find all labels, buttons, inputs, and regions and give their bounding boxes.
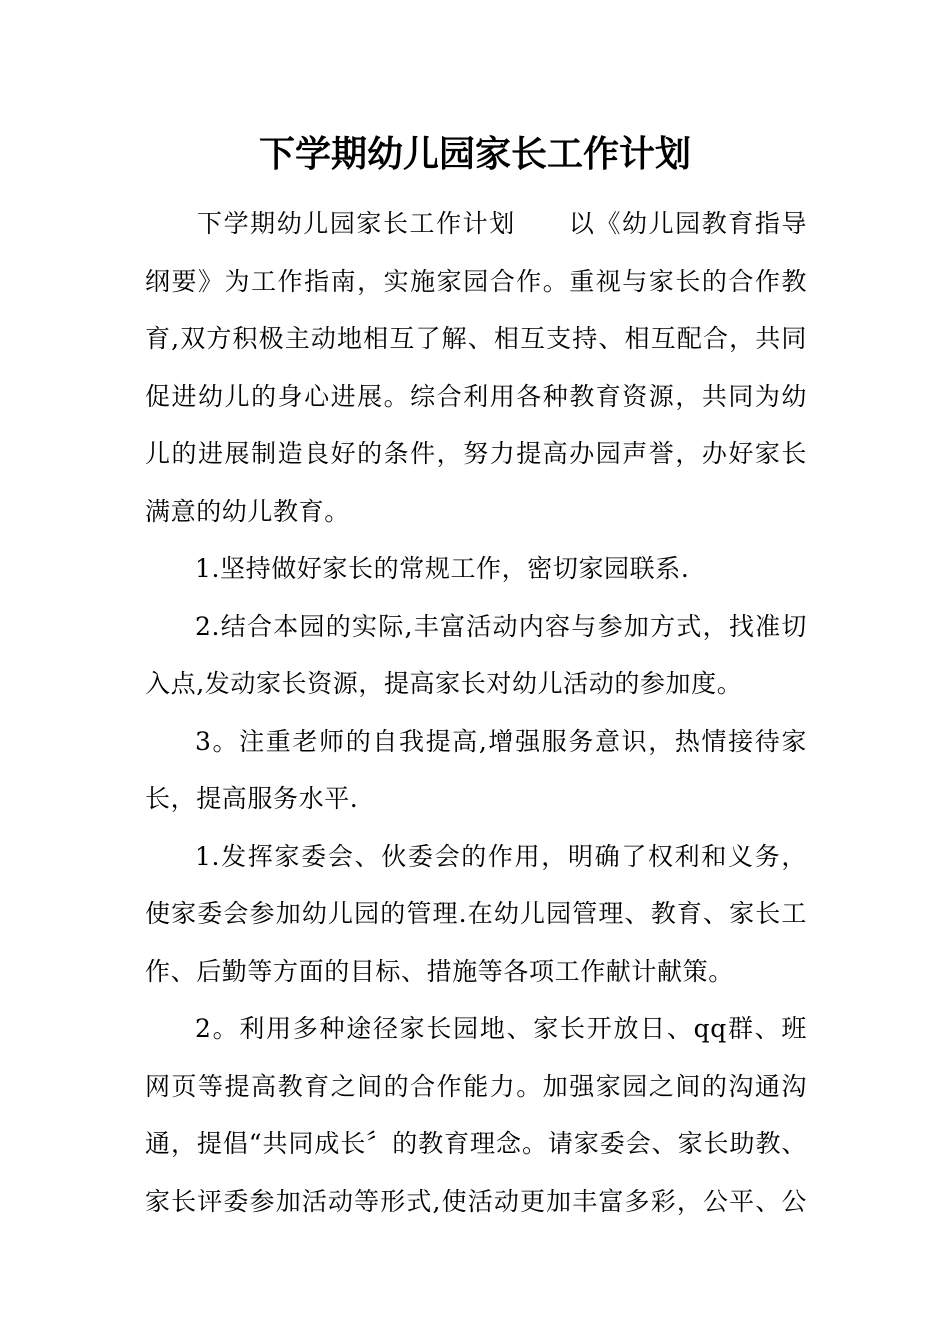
paragraph-line: 满意的幼儿教育。 [145,496,350,526]
list-item-line: 2。利用多种途径家长园地、家长开放日、qq群、班 [195,1014,807,1043]
paragraph-line: 儿的进展制造良好的条件，努力提高办园声誉，办好家长 [145,439,807,468]
document-body [145,195,807,1230]
list-item-line: 作、后勤等方面的目标、措施等各项工作献计献策。 [145,956,734,986]
list-item-line: 网页等提高教育之间的合作能力。加强家园之间的沟通沟 [145,1071,807,1101]
list-item-line: 长，提高服务水平. [145,784,359,813]
list-item-line: 1.发挥家委会、伙委会的作用，明确了权利和义务， [195,841,807,871]
list-item-line: 3。注重老师的自我提高,增强服务意识，热情接待家 [195,726,807,756]
list-item-line: 通，提倡“共同成长〞的教育理念。请家委会、家长助教、 [145,1129,807,1158]
list-item-line: 使家委会参加幼儿园的管理.在幼儿园管理、教育、家长工 [145,899,807,928]
paragraph-line: 促进幼儿的身心进展。综合利用各种教育资源，共同为幼 [145,381,807,411]
list-item-line: 1.坚持做好家长的常规工作，密切家园联系. [195,554,690,583]
list-item-line: 2.结合本园的实际,丰富活动内容与参加方式，找准切 [195,611,807,641]
list-item-line: 家长评委参加活动等形式,使活动更加丰富多彩，公平、公 [145,1186,807,1216]
document-title: 下学期幼儿园家长工作计划 [258,133,691,175]
list-item-line: 入点,发动家长资源，提高家长对幼儿活动的参加度。 [145,669,743,698]
paragraph-line: 纲要》为工作指南，实施家园合作。重视与家长的合作教 [145,266,807,296]
paragraph-line: 下学期幼儿园家长工作计划 以《幼儿园教育指导 [197,209,807,238]
paragraph-line: 育,双方积极主动地相互了解、相互支持、相互配合，共同 [145,324,807,353]
